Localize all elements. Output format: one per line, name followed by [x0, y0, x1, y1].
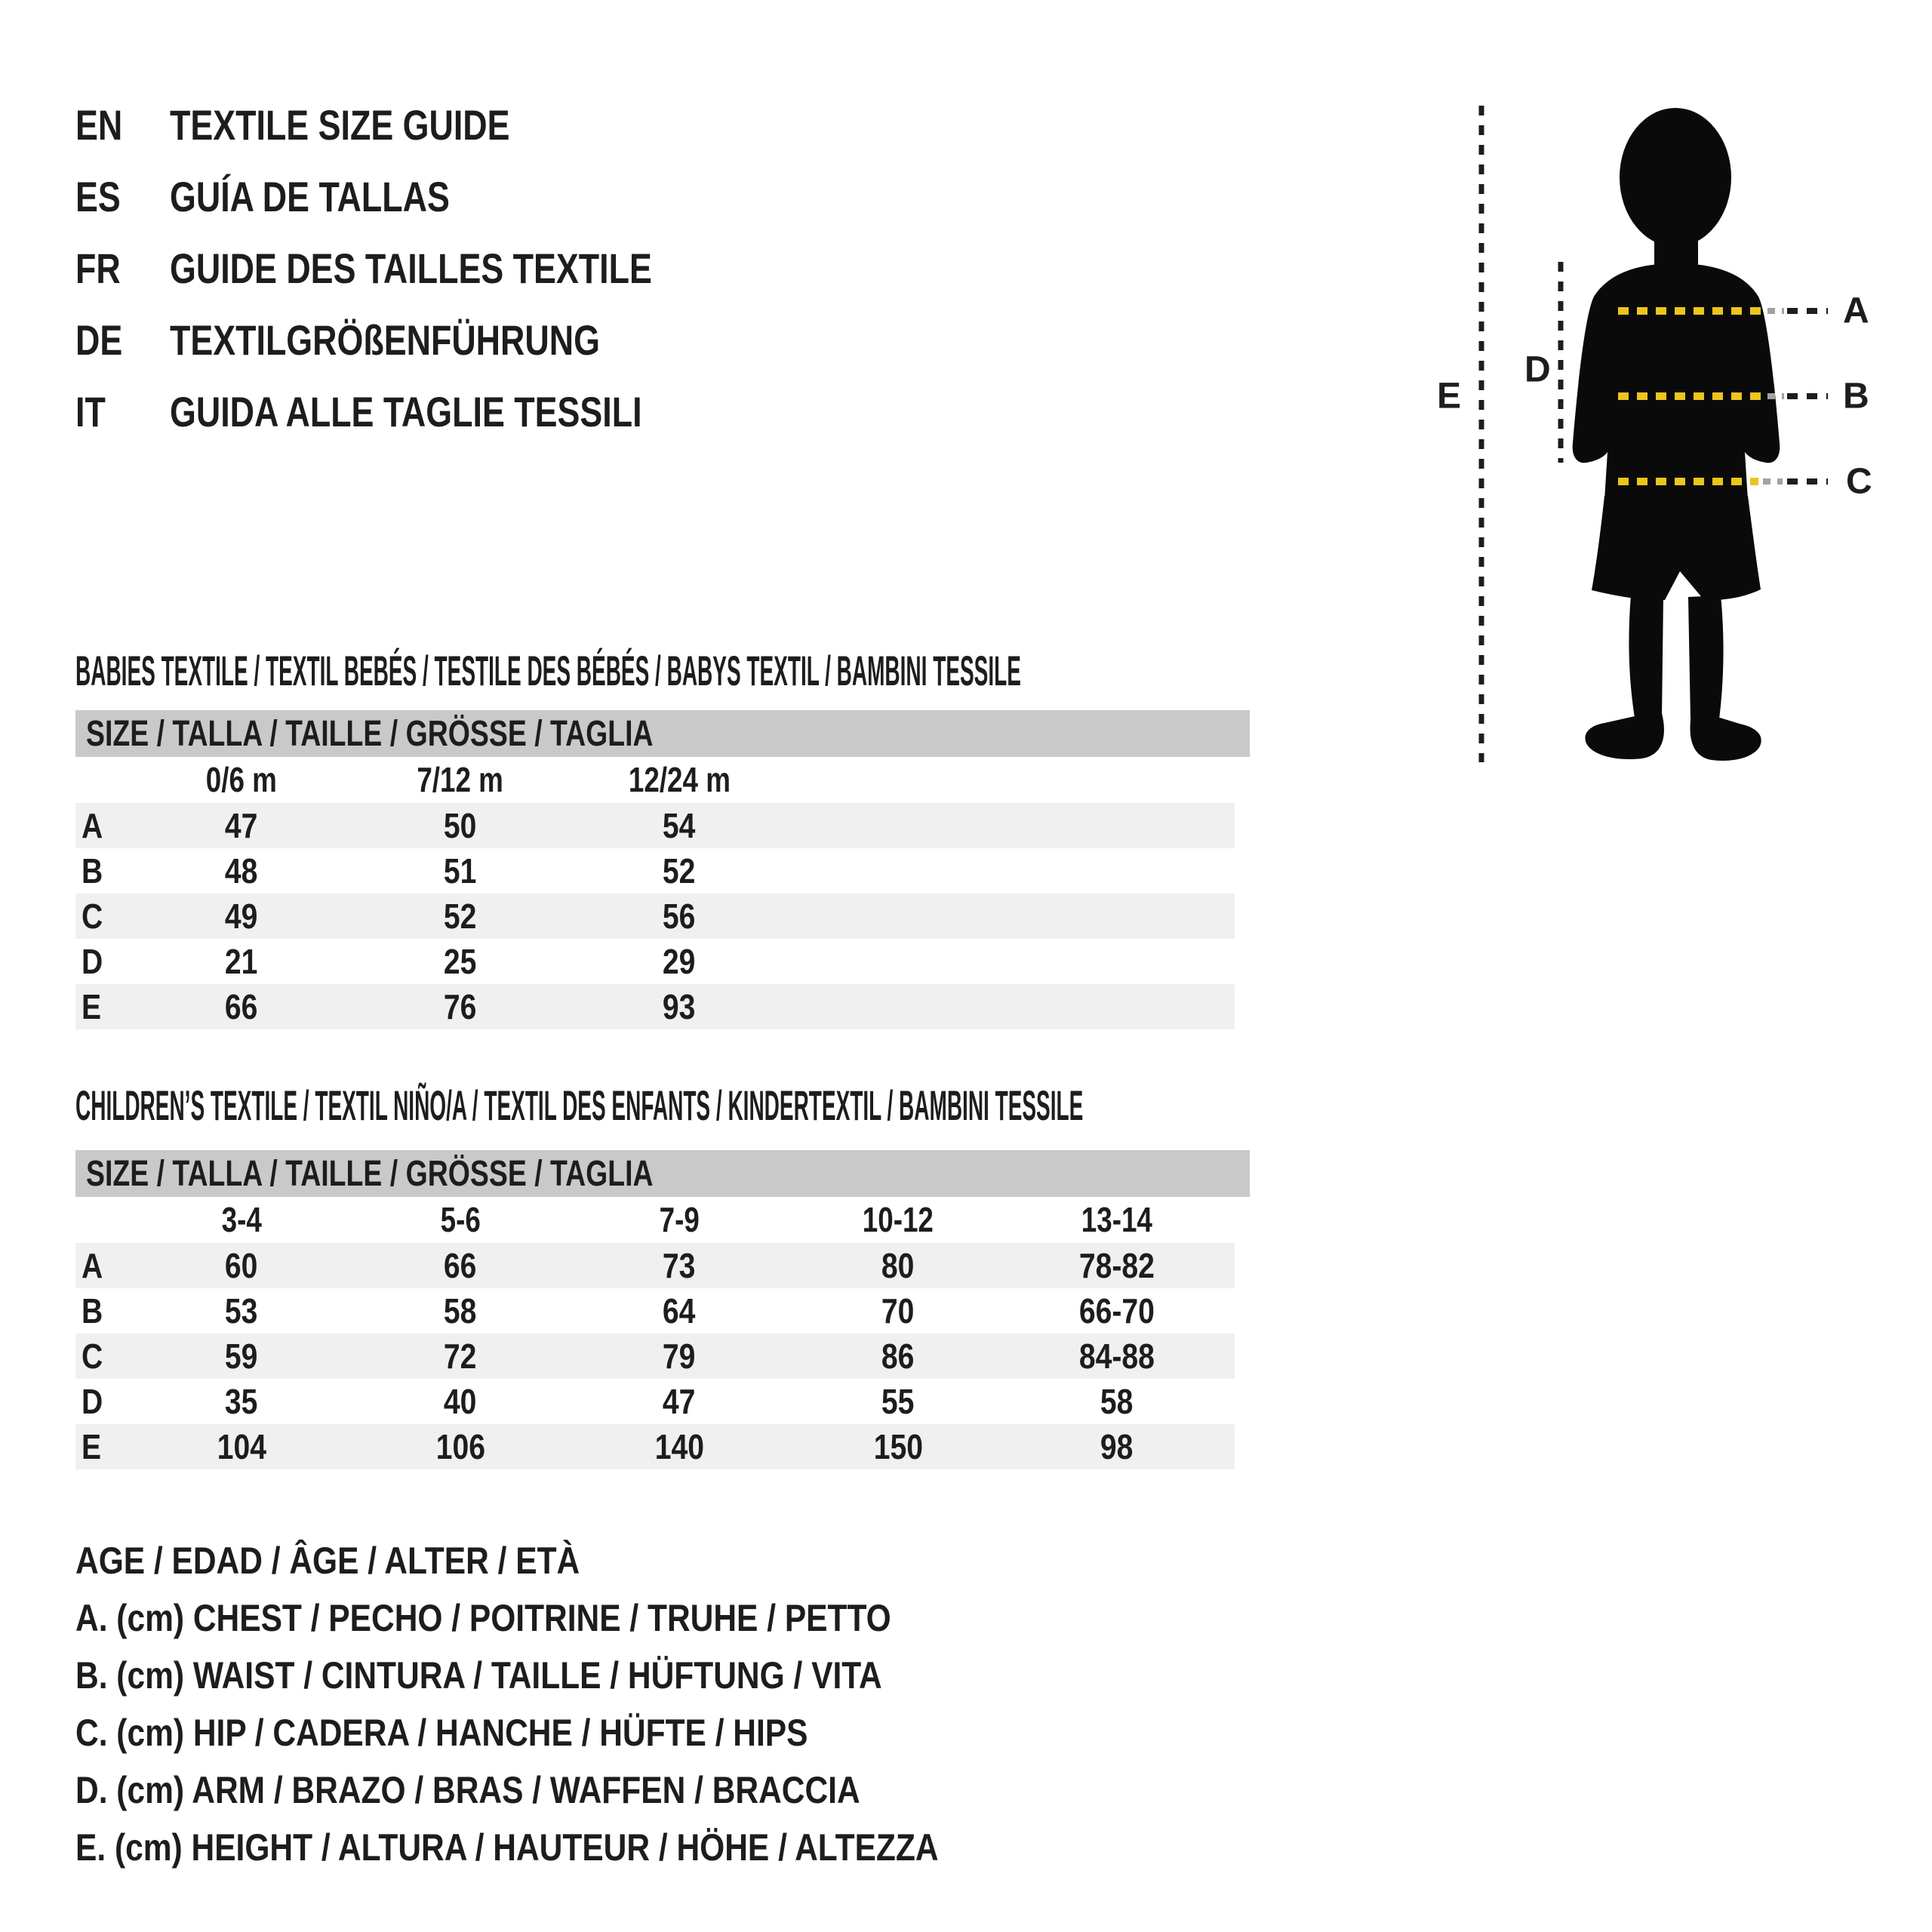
figure-label-c: C: [1846, 461, 1872, 502]
figure-label-a: A: [1843, 291, 1869, 331]
age-column-header: 7-9: [659, 1200, 700, 1239]
size-value-cell: 66: [444, 1246, 477, 1285]
age-column-header: 0/6 m: [205, 760, 278, 799]
figure-label-d: D: [1524, 349, 1551, 390]
size-value-cell: 84-88: [1078, 1337, 1155, 1376]
size-value-cell: 25: [444, 942, 477, 981]
size-value-cell: 150: [873, 1427, 923, 1466]
table-row: [75, 1243, 1235, 1288]
table-row: [75, 1288, 1235, 1334]
age-column-header: 12/24 m: [628, 760, 731, 799]
size-value-cell: 35: [225, 1382, 258, 1421]
legend-line: D. (cm) ARM / BRAZO / BRAS / WAFFEN / BRACCIA: [75, 1769, 860, 1811]
size-value-cell: 47: [225, 806, 258, 845]
size-value-cell: 59: [225, 1337, 258, 1376]
lang-row-it: [75, 376, 760, 448]
lang-row-en: [75, 89, 595, 161]
legend-line: B. (cm) WAIST / CINTURA / TAILLE / HÜFTUNG / VITA: [75, 1654, 882, 1697]
age-column-header: 3-4: [221, 1200, 262, 1239]
size-value-cell: 49: [225, 897, 258, 936]
size-value-cell: 54: [663, 806, 696, 845]
size-value-cell: 78-82: [1078, 1246, 1155, 1285]
table-row: [75, 1334, 1235, 1379]
legend-line: AGE / EDAD / ÂGE / ALTER / ETÀ: [75, 1540, 580, 1582]
size-value-cell: 53: [225, 1291, 258, 1331]
table-row: [75, 939, 1235, 984]
size-value-cell: 29: [663, 942, 696, 981]
size-value-cell: 93: [663, 987, 696, 1026]
lang-label: GUIDE DES TAILLES TEXTILE: [170, 245, 652, 292]
lang-row-de: [75, 304, 707, 376]
table-row: [75, 848, 1235, 894]
row-label: D: [82, 942, 103, 981]
size-value-cell: 55: [881, 1382, 915, 1421]
legend-line: C. (cm) HIP / CADERA / HANCHE / HÜFTE / HIPS: [75, 1712, 808, 1754]
children-size-header-bar: SIZE / TALLA / TAILLE / GRÖSSE / TAGLIA: [75, 1150, 1250, 1197]
lang-row-fr: [75, 232, 773, 304]
size-value-cell: 48: [225, 851, 258, 891]
babies-age-header-row: [75, 757, 1235, 802]
figure-label-e: E: [1437, 376, 1462, 417]
size-value-cell: 66: [225, 987, 258, 1026]
lang-code: EN: [75, 101, 123, 149]
lang-code: FR: [75, 245, 121, 292]
table-row: [75, 984, 1235, 1029]
table-row: [75, 1424, 1235, 1469]
size-value-cell: 51: [444, 851, 477, 891]
lang-label: TEXTILE SIZE GUIDE: [170, 101, 510, 149]
row-label: E: [82, 1427, 102, 1466]
age-column-header: 7/12 m: [417, 760, 504, 799]
size-value-cell: 140: [654, 1427, 704, 1466]
size-value-cell: 80: [881, 1246, 915, 1285]
row-label: B: [82, 1291, 103, 1331]
table-row: [75, 1379, 1235, 1424]
row-label: A: [82, 806, 103, 845]
size-value-cell: 40: [444, 1382, 477, 1421]
babies-size-header-bar: SIZE / TALLA / TAILLE / GRÖSSE / TAGLIA: [75, 710, 1250, 757]
age-column-header: 10-12: [862, 1200, 934, 1239]
size-value-cell: 21: [225, 942, 258, 981]
size-value-cell: 50: [444, 806, 477, 845]
figure-label-b: B: [1843, 376, 1869, 417]
size-value-cell: 104: [217, 1427, 266, 1466]
row-label: B: [82, 851, 103, 891]
size-value-cell: 72: [444, 1337, 477, 1376]
size-value-cell: 58: [444, 1291, 477, 1331]
lang-code: ES: [75, 173, 121, 220]
size-value-cell: 73: [663, 1246, 696, 1285]
age-column-header: 13-14: [1081, 1200, 1153, 1239]
size-value-cell: 47: [663, 1382, 696, 1421]
legend-line: E. (cm) HEIGHT / ALTURA / HAUTEUR / HÖHE / ALTEZZA: [75, 1826, 939, 1869]
lang-label: TEXTILGRÖßENFÜHRUNG: [170, 316, 600, 364]
table-row: [75, 894, 1235, 939]
legend-line: A. (cm) CHEST / PECHO / POITRINE / TRUHE / PETTO: [75, 1597, 891, 1639]
row-label: E: [82, 987, 102, 1026]
row-label: D: [82, 1382, 103, 1421]
table-row: [75, 803, 1235, 848]
size-value-cell: 76: [444, 987, 477, 1026]
size-value-cell: 106: [435, 1427, 485, 1466]
size-value-cell: 66-70: [1078, 1291, 1155, 1331]
size-value-cell: 56: [663, 897, 696, 936]
size-value-cell: 79: [663, 1337, 696, 1376]
size-value-cell: 86: [881, 1337, 915, 1376]
size-value-cell: 60: [225, 1246, 258, 1285]
row-label: C: [82, 897, 103, 936]
row-label: A: [82, 1246, 103, 1285]
size-value-cell: 52: [663, 851, 696, 891]
lang-row-es: [75, 161, 520, 232]
lang-code: IT: [75, 388, 106, 435]
babies-table-title: BABIES TEXTILE / TEXTIL BEBÉS / TESTILE DES BÉBÉS / BABYS TEXTIL / BAMBINI TESSILE: [75, 646, 1021, 694]
size-value-cell: 52: [444, 897, 477, 936]
lang-label: GUIDA ALLE TAGLIE TESSILI: [170, 388, 642, 435]
children-table-title: CHILDREN’S TEXTILE / TEXTIL NIÑO/A / TEXTIL DES ENFANTS / KINDERTEXTIL / BAMBINI TESSILE: [75, 1081, 1084, 1129]
size-value-cell: 98: [1100, 1427, 1134, 1466]
row-label: C: [82, 1337, 103, 1376]
size-value-cell: 64: [663, 1291, 696, 1331]
size-value-cell: 70: [881, 1291, 915, 1331]
lang-code: DE: [75, 316, 123, 364]
size-value-cell: 58: [1100, 1382, 1134, 1421]
children-age-header-row: [75, 1197, 1235, 1242]
age-column-header: 5-6: [440, 1200, 481, 1239]
lang-label: GUÍA DE TALLAS: [170, 173, 450, 220]
